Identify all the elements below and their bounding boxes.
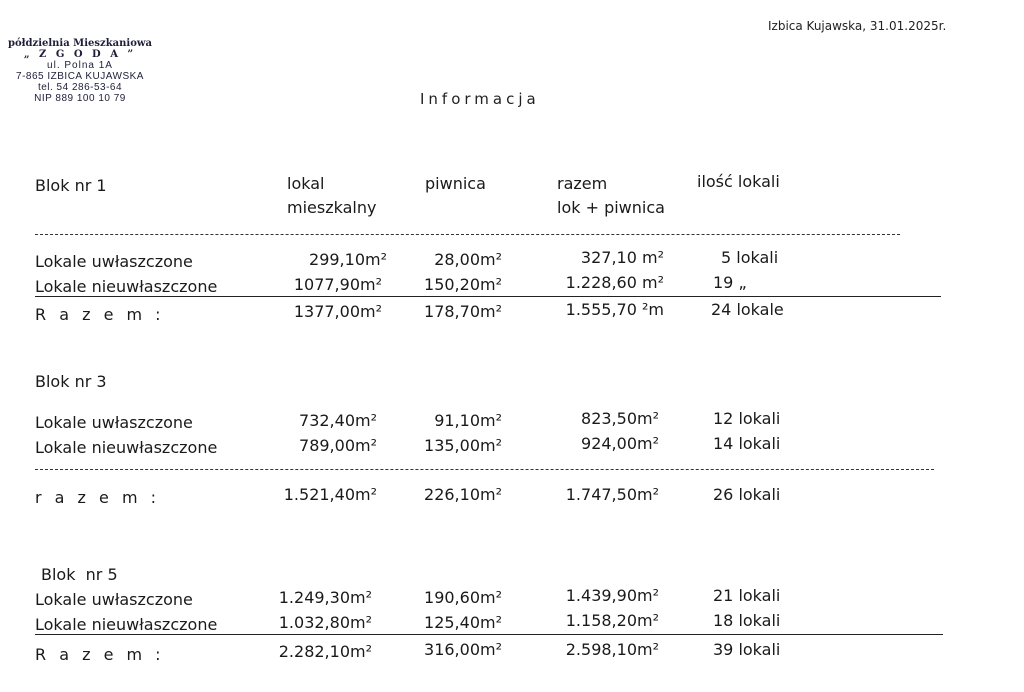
table-cell-piwnica: 125,40m² [424,613,502,632]
table-cell-razem-total: 2.598,10m² [565,640,659,659]
table-cell-lokal: 789,00m² [299,436,377,455]
table-cell-ilosc-total: 26 lokali [713,485,781,504]
table-cell-lokal-total: 2.282,10m² [278,642,372,661]
table-cell-piwnica: 91,10m² [434,411,502,430]
separator-dashed [35,234,900,235]
table-row-label: Lokale uwłaszczone [35,590,193,609]
table-cell-razem: 1.228,60 m² [565,273,664,292]
table-cell-lokal-total: 1.521,40m² [283,485,377,504]
table-cell-piwnica-total: 226,10m² [424,485,502,504]
table-cell-razem: 327,10 m² [580,248,664,267]
table-cell-piwnica-total: 178,70m² [424,302,502,321]
separator-solid [35,296,941,297]
column-header-ilosc: ilość lokali [697,172,780,191]
table-cell-piwnica: 135,00m² [424,436,502,455]
table-cell-razem: 1.439,90m² [565,586,659,605]
column-header-razem-line1: razem [557,174,608,193]
table-cell-razem: 823,50m² [581,409,659,428]
table-cell-lokal: 1077,90m² [293,275,382,294]
table-row-total-label: R a z e m : [35,645,165,664]
column-header-lokal [287,172,376,220]
stamp-line-phone: tel. 54 286-53-64 [37,82,123,93]
page-title: Informacja [420,90,540,108]
column-header-razem [557,172,665,220]
table-cell-piwnica: 28,00m² [434,250,502,269]
table-cell-ilosc: 19 „ [713,273,747,292]
block-5-title: Blok nr 5 [41,565,118,584]
block-3-title: Blok nr 3 [35,372,107,391]
table-cell-ilosc-total: 24 lokale [711,300,784,319]
table-row-label: Lokale nieuwłaszczone [35,277,218,296]
table-cell-piwnica: 150,20m² [424,275,502,294]
column-header-piwnica: piwnica [425,174,486,193]
table-cell-lokal: 1.032,80m² [278,613,372,632]
cooperative-stamp [4,38,156,104]
table-cell-razem-total: 1.747,50m² [565,485,659,504]
table-cell-ilosc: 14 lokali [713,434,781,453]
table-row-label: Lokale nieuwłaszczone [35,438,218,457]
document-date: Izbica Kujawska, 31.01.2025r. [768,19,947,33]
table-cell-ilosc: 12 lokali [713,409,781,428]
table-cell-ilosc: 5 lokali [721,248,779,267]
stamp-line-street: ul. Polna 1A [47,60,113,71]
separator-solid [35,634,943,635]
table-cell-ilosc: 18 lokali [713,611,781,630]
table-cell-lokal: 1.249,30m² [278,588,372,607]
table-cell-ilosc-total: 39 lokali [713,640,781,659]
table-row-label: Lokale uwłaszczone [35,252,193,271]
table-row-label: Lokale uwłaszczone [35,413,193,432]
table-cell-ilosc: 21 lokali [713,586,781,605]
table-row-total-label: R a z e m : [35,305,165,324]
table-cell-lokal-total: 1377,00m² [293,302,382,321]
stamp-line-name: półdzielnia Mieszkaniowa [8,38,152,49]
block-1-title: Blok nr 1 [35,176,107,195]
table-cell-lokal: 732,40m² [299,411,377,430]
table-cell-razem-total: 1.555,70 ²m [565,300,664,319]
table-cell-lokal: 299,10m² [309,250,387,269]
column-header-lokal-line2: mieszkalny [287,198,377,217]
table-cell-piwnica-total: 316,00m² [424,640,502,659]
table-cell-razem: 924,00m² [581,434,659,453]
table-row-total-label: r a z e m : [35,488,161,507]
stamp-line-nip: NIP 889 100 10 79 [34,93,126,104]
separator-dashed [35,469,934,470]
column-header-razem-line2: lok + piwnica [557,198,665,217]
table-cell-piwnica: 190,60m² [424,588,502,607]
stamp-line-zgoda: „ Z G O D A ” [23,49,137,60]
column-header-lokal-line1: lokal [287,174,325,193]
table-row-label: Lokale nieuwłaszczone [35,615,218,634]
stamp-line-city: 7-865 IZBICA KUJAWSKA [16,71,144,82]
table-cell-razem: 1.158,20m² [565,611,659,630]
